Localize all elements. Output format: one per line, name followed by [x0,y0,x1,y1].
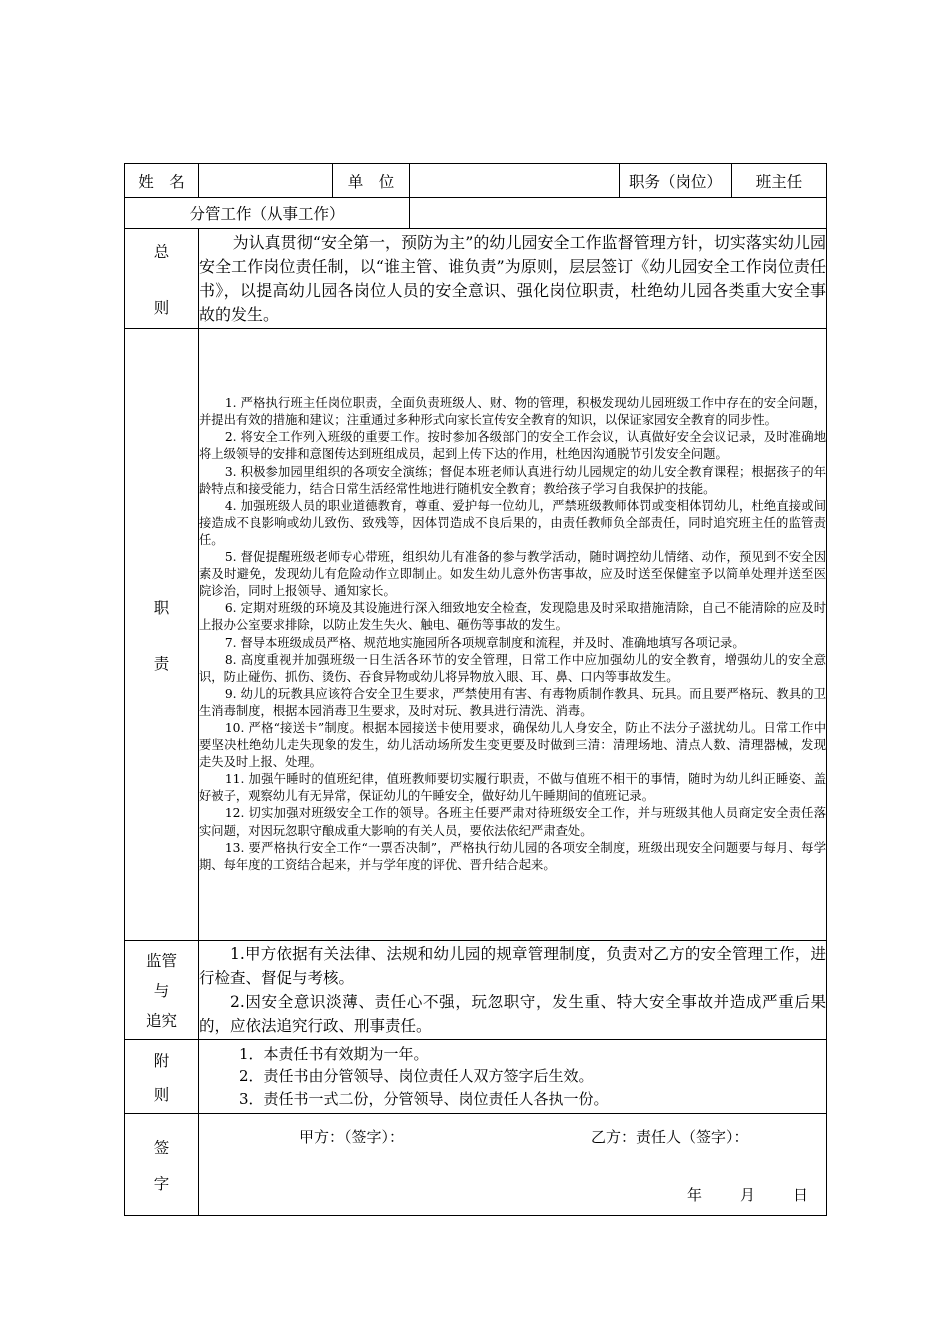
responsibility-form [124,163,827,1216]
position-label: 职务（岗位） [620,164,732,198]
signature-date[interactable] [687,1184,808,1205]
party-b-signature[interactable]: 乙方：责任人（签字）： [591,1128,749,1146]
attachment-item: 2．责任书由分管领导、岗位责任人双方签字后生效。 [239,1067,594,1086]
duties-label-bottom: 责 [153,654,170,673]
general-label-bottom: 则 [153,298,170,317]
duty-item: 5. 督促提醒班级老师专心带班，组织幼儿有准备的参与教学活动，随时调控幼儿情绪、动作，预见到不安全因素及时避免，发现幼儿有危险动作立即制止。如发生幼儿意外伤害事故，应及时送至保健室予以简单处理并送至医院诊治，同时上报领导、通知家长。 [199,550,826,599]
supervision-item: 1.甲方依据有关法律、法规和幼儿园的规章管理制度，负责对乙方的安全管理工作，进行检查、督促与考核。 [199,945,826,987]
unit-label: 单 位 [333,164,410,198]
signature-wrap [199,1114,826,1214]
attachments-label [125,1040,199,1114]
party-a-signature[interactable]: 甲方：（签字）： [299,1128,405,1146]
attachments-label-bottom: 则 [153,1085,170,1104]
duties-content [199,329,827,941]
date-day: 日 [793,1186,809,1204]
attachments-label-top: 附 [153,1051,170,1070]
duty-item: 10. 严格“接送卡”制度。根据本园接送卡使用要求，确保幼儿人身安全，防止不法分子滋扰幼儿。日常工作中要坚决杜绝幼儿走失现象的发生，幼儿活动场所发生变更要及时做到三清：清理场地、清点人数、清理器械，发现走失及时上报、处理。 [199,720,826,770]
general-label-top: 总 [153,242,170,261]
attachment-item: 3．责任书一式二份，分管领导、岗位责任人各执一份。 [239,1089,609,1108]
signature-label-top: 签 [153,1138,170,1157]
name-label: 姓 名 [125,164,199,198]
duty-item: 1. 严格执行班主任岗位职责，全面负责班级人、财、物的管理，积极发现幼儿园班级工作中存在的安全问题，并提出有效的措施和建议；注重通过多种形式向家长宣传安全教育的知识，以保证家园安全教育的同步性。 [199,396,826,428]
signature-label-bottom: 字 [153,1174,170,1193]
duty-item: 6. 定期对班级的环境及其设施进行深入细致地安全检查，发现隐患及时采取措施清除，自己不能清除的应及时上报办公室要求排除，以防止发生失火、触电、砸伤等事故的发生。 [199,601,826,633]
duties-label [125,329,199,941]
date-year: 年 [687,1186,703,1204]
unit-field[interactable] [410,164,620,198]
supervision-label-2: 与 [153,982,170,1000]
general-paragraph: 为认真贯彻“安全第一，预防为主”的幼儿园安全工作监督管理方针，切实落实幼儿园安全工作岗位责任制，以“谁主管、谁负责”为原则，层层签订《幼儿园安全工作岗位责任书》，以提高幼儿园各岗位人员的安全意识、强化岗位职责，杜绝幼儿园各类重大安全事故的发生。 [199,232,826,324]
supervision-label [125,941,199,1040]
work-field[interactable] [410,198,827,229]
attachments-content [199,1040,827,1114]
duty-item: 9. 幼儿的玩教具应该符合安全卫生要求，严禁使用有害、有毒物质制作教具、玩具。而且要严格玩、教具的卫生消毒制度，根据本园消毒卫生要求，及时对玩、教具进行清洗、消毒。 [199,686,826,718]
date-month: 月 [740,1186,756,1204]
name-field[interactable] [199,164,333,198]
duty-item: 2. 将安全工作列入班级的重要工作。按时参加各级部门的安全工作会议，认真做好安全会议记录，及时准确地将上级领导的安排和意图传达到班组成员，起到上传下达的作用，杜绝因沟通脱节引发安全问题。 [199,430,826,462]
duty-item: 3. 积极参加园里组织的各项安全演练；督促本班老师认真进行幼儿园规定的幼儿安全教育课程；根据孩子的年龄特点和接受能力，结合日常生活经常性地进行随机安全教育；教给孩子学习自我保护的技能。 [199,464,826,496]
supervision-label-3: 追究 [145,1012,177,1030]
duty-item: 7. 督导本班级成员严格、规范地实施园所各项规章制度和流程，并及时、准确地填写各项记录。 [224,635,745,650]
position-value[interactable]: 班主任 [732,164,827,198]
supervision-item: 2.因安全意识淡薄、责任心不强，玩忽职守，发生重、特大安全事故并造成严重后果的，应依法追究行政、刑事责任。 [199,993,826,1035]
general-label [125,229,199,329]
duty-item: 8. 高度重视并加强班级一日生活各环节的安全管理，日常工作中应加强幼儿的安全教育，增强幼儿的安全意识，防止碰伤、抓伤、烫伤、吞食异物或幼儿将异物放入眼、耳、鼻、口内等事故发生。 [199,652,826,684]
duty-item: 12. 切实加强对班级安全工作的领导。各班主任要严肃对待班级安全工作，并与班级其他人员商定安全责任落实问题，对因玩忽职守酿成重大影响的有关人员，要依法依纪严肃查处。 [199,806,826,838]
supervision-content [199,941,827,1040]
supervision-label-1: 监管 [145,952,177,970]
duties-label-top: 职 [153,598,170,617]
duty-item: 13. 要严格执行安全工作“一票否决制”，严格执行幼儿园的各项安全制度，班级出现安全问题要与每月、每学期、每年度的工资结合起来，并与学年度的评优、晋升结合起来。 [199,840,826,872]
signature-area[interactable] [199,1114,827,1216]
general-text [199,229,827,329]
signature-label [125,1114,199,1216]
work-label: 分管工作（从事工作） [125,198,410,229]
duty-item: 11. 加强午睡时的值班纪律，值班教师要切实履行职责，不做与值班不相干的事情，随时为幼儿纠正睡姿、盖好被子，观察幼儿有无异常，保证幼儿的午睡安全，做好幼儿午睡期间的值班记录。 [199,772,826,804]
attachment-item: 1．本责任书有效期为一年。 [239,1044,429,1063]
duty-item: 4. 加强班级人员的职业道德教育，尊重、爱护每一位幼儿，严禁班级教师体罚或变相体罚幼儿，杜绝直接或间接造成不良影响或幼儿致伤、致残等，因体罚造成不良后果的，由责任教师负全部责任，同时追究班主任的监管责任。 [199,498,826,547]
